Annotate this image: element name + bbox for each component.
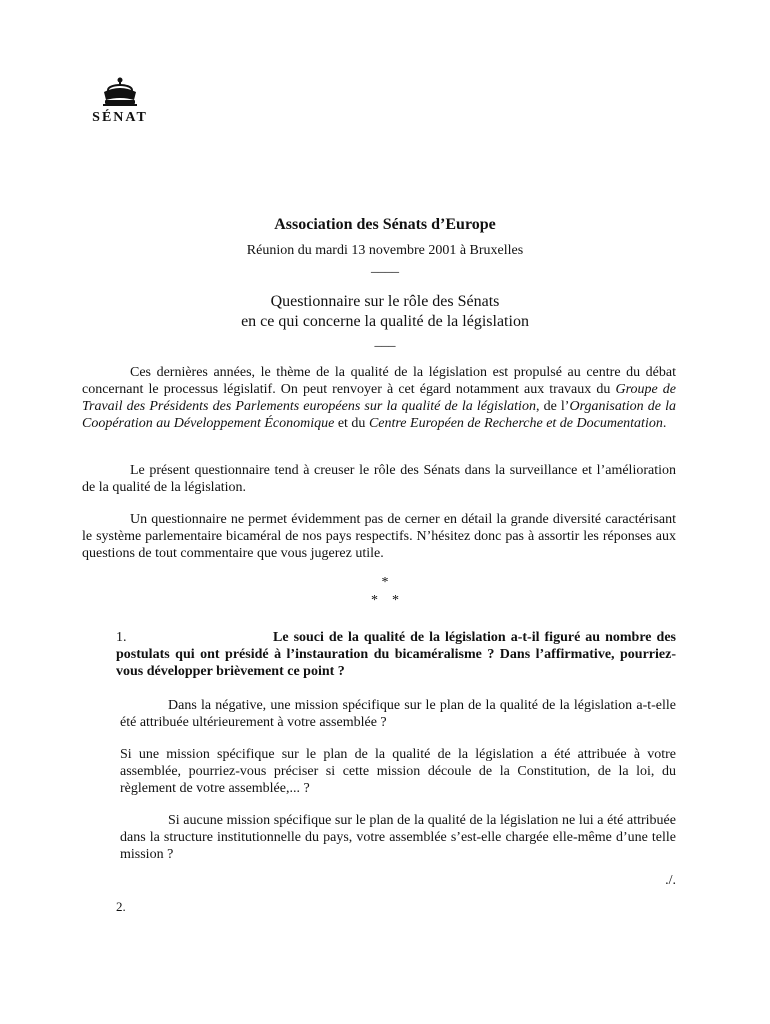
sub-question-text: Dans la négative, une mission spécifique sur le plan de la qualité de la législation a-t-elle été attribuée ultérieurement à votre assemblée ? <box>120 698 676 730</box>
intro-p2-text: Le présent questionnaire tend à creuser le rôle des Sénats dans la surveillance et l’amélioration de la qualité de la législation. <box>82 463 676 495</box>
meeting-subtitle: Réunion du mardi 13 novembre 2001 à Bruxelles <box>246 243 524 258</box>
question-text: Le souci de la qualité de la législation a-t-il figuré au nombre des postulats qui ont présidé à l’instauration du bicaméralisme ? Dans l’affirmative, pourriez-vous développer brièvement ce point ? <box>116 630 676 679</box>
sub-question-text: Si une mission spécifique sur le plan de la qualité de la législation a été attribuée à votre assemblée, pourriez-vous préciser si cette mission découle de la Constitution, de la loi, du règlement de votre assemblée,... ? <box>120 747 676 796</box>
intro-paragraph-3 <box>82 511 676 562</box>
divider-2: ___ <box>374 334 396 349</box>
intro-p1-em-ocde: Organisation de la Coopération au Développement Économique <box>82 399 676 431</box>
logo-text: SÉNAT <box>92 110 148 125</box>
question-1 <box>116 629 676 680</box>
questionnaire-title-line1: Questionnaire sur le rôle des Sénats <box>270 293 500 310</box>
question-1-sub-1 <box>120 697 676 731</box>
divider-1: ____ <box>371 260 399 275</box>
section-stars-top: * <box>381 575 389 590</box>
sub-question-text: Si aucune mission spécifique sur le plan de la qualité de la législation ne lui a été attribuée dans la structure institutionnelle du pays, votre assemblée s’est-elle chargée elle-même d’une telle mission ? <box>120 813 676 862</box>
next-question-number: 2. <box>116 899 126 914</box>
intro-p1-text-d: . <box>662 416 667 431</box>
intro-p1-text-b: , de l’ <box>535 399 570 414</box>
page-title: Association des Sénats d’Europe <box>274 216 496 233</box>
questionnaire-title <box>0 292 770 332</box>
intro-paragraph-1 <box>82 364 676 432</box>
intro-p1-text-c: et du <box>334 416 369 431</box>
intro-paragraph-2 <box>82 462 676 496</box>
question-1-sub-3 <box>120 812 676 863</box>
question-1-sub-2 <box>120 746 676 797</box>
questionnaire-title-line2: en ce qui concerne la qualité de la législation <box>241 313 529 330</box>
intro-p1-em-cerdp: Centre Européen de Recherche et de Documentation <box>368 416 663 431</box>
intro-p1-em-groupe: Groupe de Travail des Présidents des Parlements européens sur la qualité de la législation <box>82 382 677 414</box>
continuation-mark: ./. <box>665 873 676 888</box>
question-number: 1. <box>116 630 127 645</box>
section-stars-bottom: * * <box>371 593 399 608</box>
intro-p1-text-a: Ces dernières années, le thème de la qualité de la législation est propulsé au centre du débat concernant le processus législatif. On peut renvoyer à cet égard notamment aux travaux du <box>82 365 676 397</box>
senat-logo <box>80 76 160 126</box>
crown-icon <box>98 76 142 108</box>
intro-p3-text: Un questionnaire ne permet évidemment pas de cerner en détail la grande diversité caractérisant le système parlementaire bicaméral de nos pays respectifs. N’hésitez donc pas à assortir les réponses aux questions de tout commentaire que vous jugerez utile. <box>82 512 676 561</box>
